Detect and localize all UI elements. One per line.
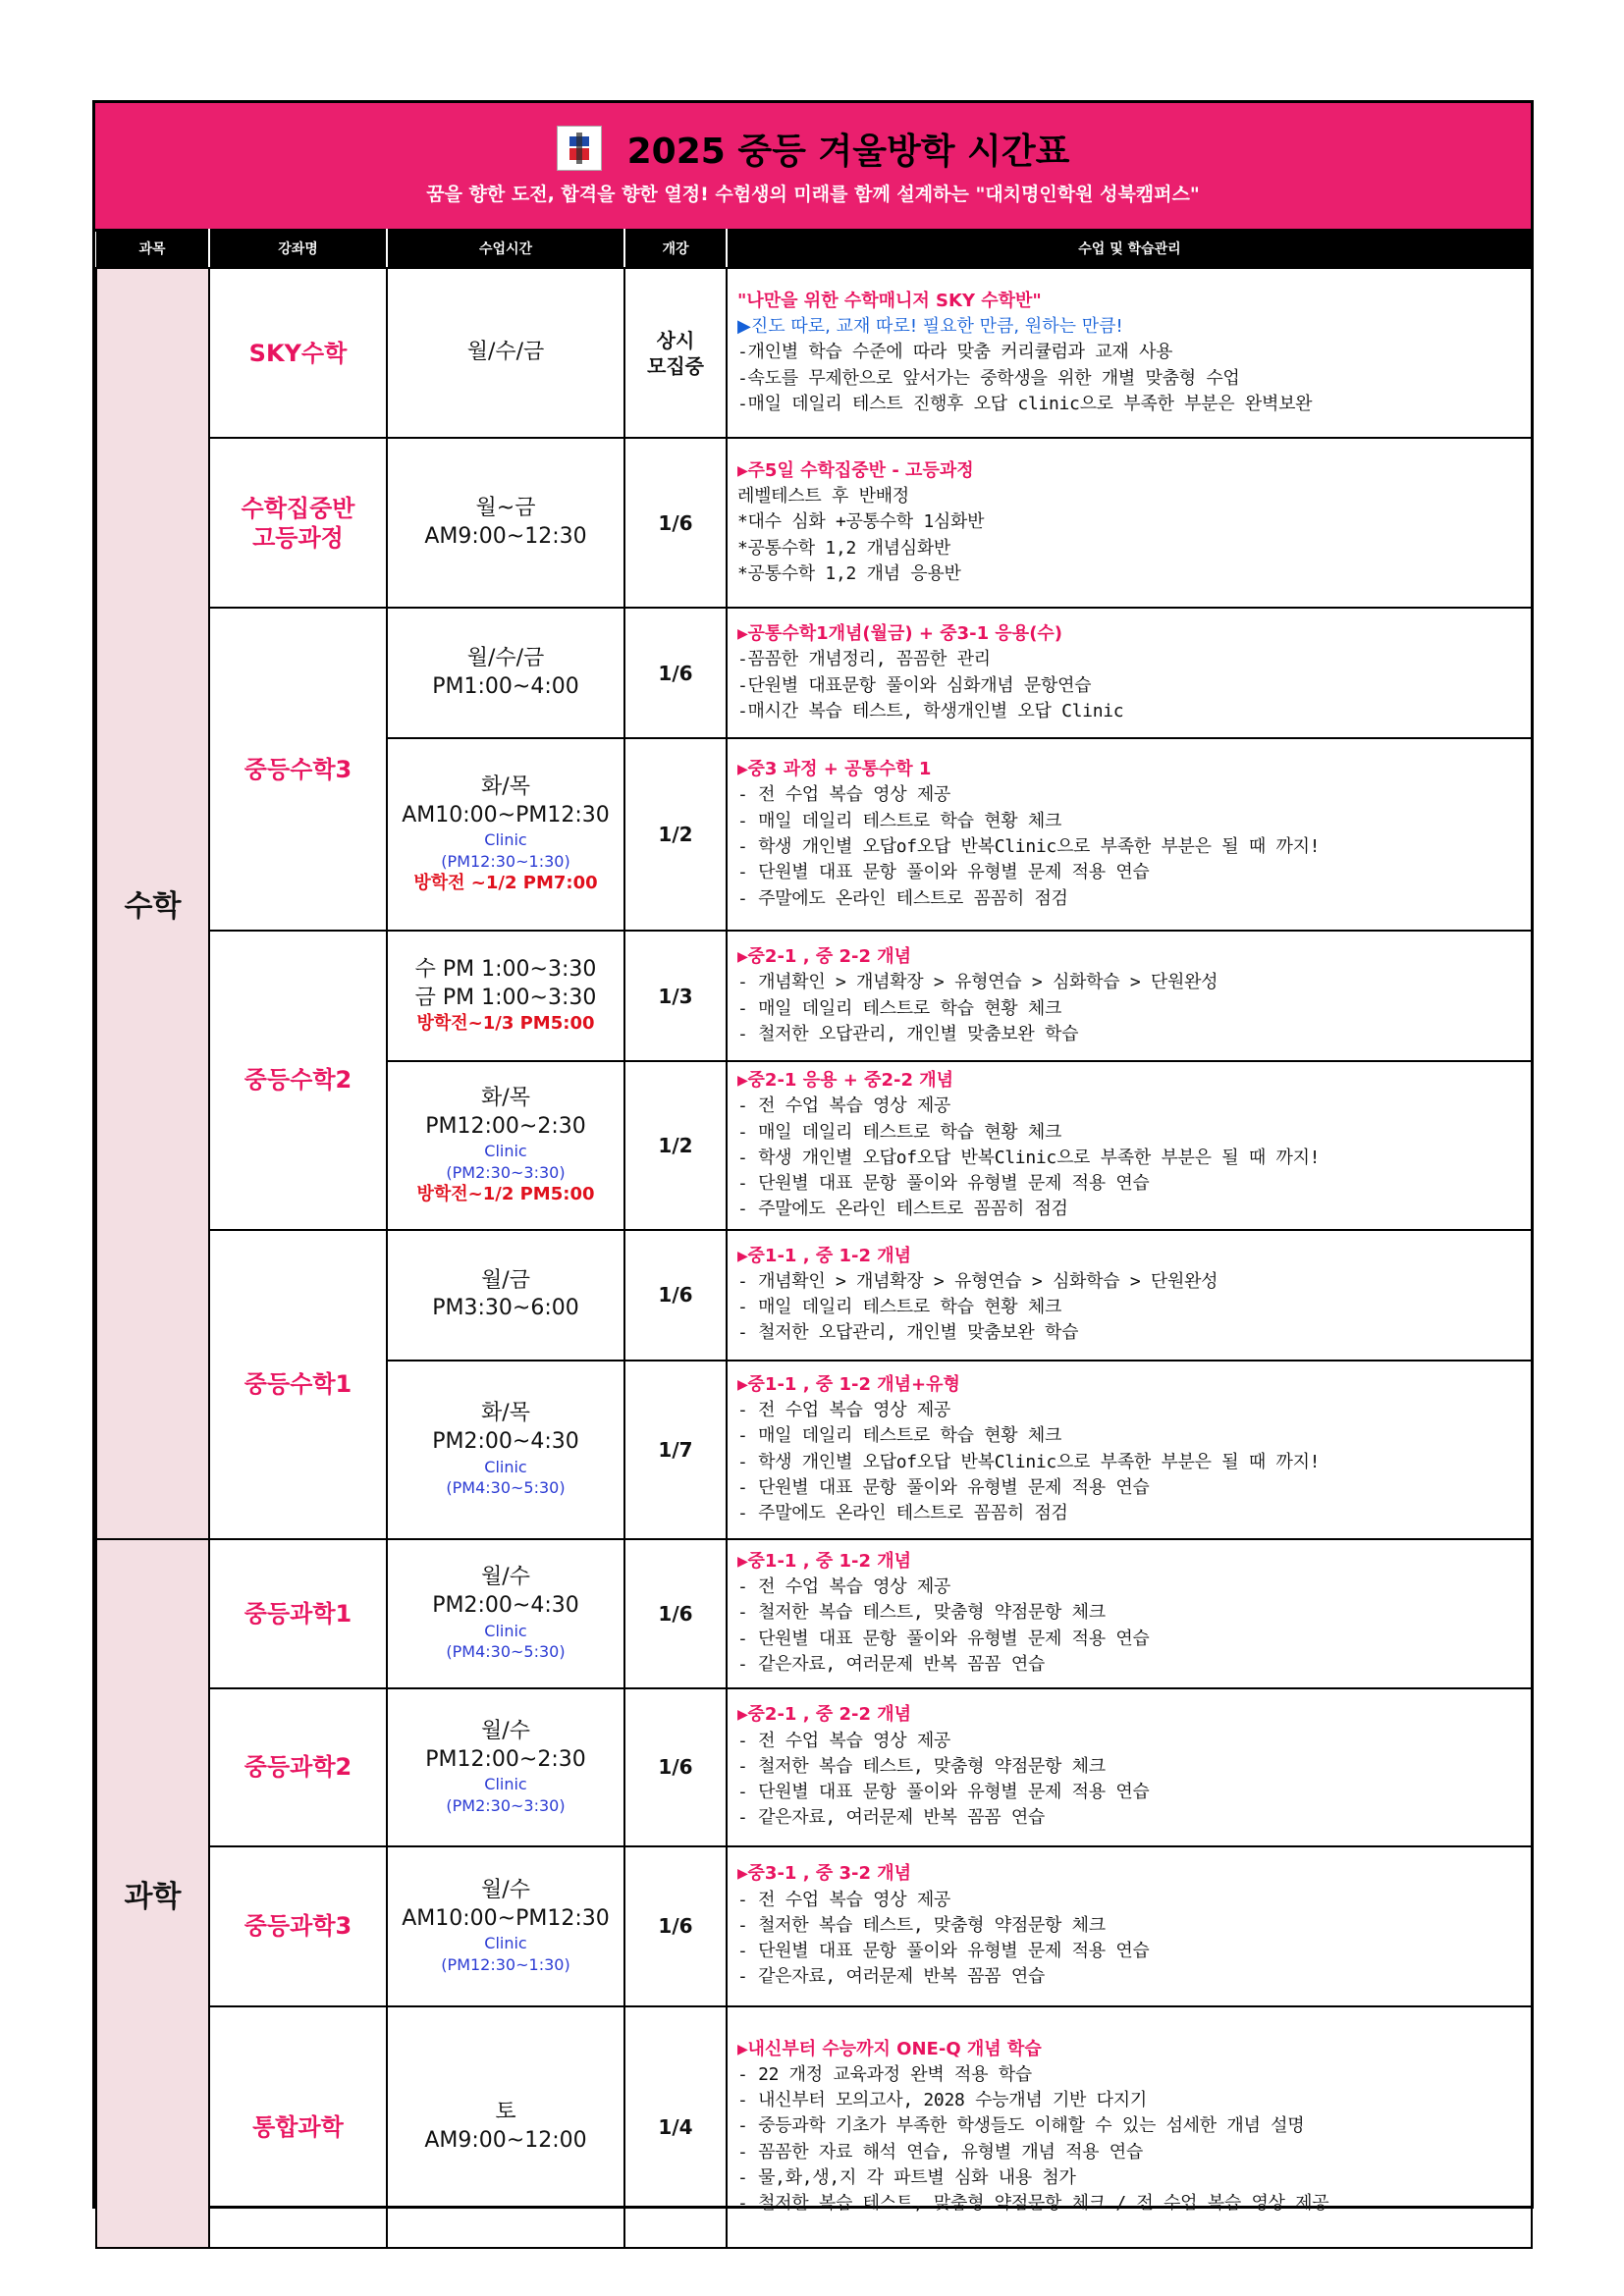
detail-subheadline [737, 314, 1523, 340]
triangle-icon: ▶ [737, 622, 748, 644]
course-details [727, 1846, 1532, 2006]
col-header-start: 개강 [624, 229, 727, 268]
time-text: 월/수/금 PM1:00~4:00 [432, 645, 579, 699]
time-text: 월/수 PM12:00~2:30 [425, 1718, 586, 1772]
detail-line: -속도를 무제한으로 앞서가는 중학생을 위한 개별 맞춤형 수업 [737, 367, 1240, 389]
clinic-time: (PM12:30~1:30) [441, 851, 570, 871]
academy-logo-icon [557, 126, 602, 171]
time-text: 화/목 PM12:00~2:30 [425, 1085, 586, 1139]
course-name-line: 중등과학1 [244, 1599, 352, 1628]
course-name [209, 608, 387, 931]
detail-line: - 전 수업 복습 영상 제공 [737, 1889, 951, 1910]
course-name [209, 268, 387, 438]
course-name-line: 중등과학2 [244, 1753, 352, 1782]
detail-line: - 개념확인 > 개념확장 > 유형연습 > 심화학습 > 단원완성 [737, 1270, 1218, 1292]
clinic-time: (PM2:30~3:30) [446, 1795, 566, 1815]
course-details [727, 608, 1532, 738]
detail-headline [737, 1372, 1523, 1398]
course-name-line: 중등수학3 [244, 755, 352, 783]
detail-line: -매일 데일리 테스트 진행후 오답 clinic으로 부족한 부분은 완벽보완 [737, 393, 1313, 414]
detail-line: - 전 수업 복습 영상 제공 [737, 784, 951, 806]
detail-line: - 개념확인 > 개념확장 > 유형연습 > 심화학습 > 단원완성 [737, 972, 1218, 993]
headline-text: "나만을 위한 수학매니저 SKY 수학반" [737, 290, 1042, 311]
table-row [96, 608, 1532, 738]
title-row [95, 123, 1531, 174]
course-details [727, 268, 1532, 438]
detail-line: - 매일 데일리 테스트로 학습 현황 체크 [737, 1297, 1062, 1318]
triangle-icon: ▶ [737, 1704, 748, 1726]
class-time [387, 608, 624, 738]
course-details [727, 438, 1532, 608]
class-time [387, 1061, 624, 1230]
detail-line: - 철저한 복습 테스트, 맞춤형 약점문항 체크 [737, 1914, 1106, 1936]
detail-line: - 주말에도 온라인 테스트로 꼼꼼히 점검 [737, 1503, 1068, 1524]
time-text: 월/수/금 [466, 340, 545, 365]
headline-text: 주5일 수학집중반 - 고등과정 [747, 459, 974, 481]
detail-line: - 물,화,생,지 각 파트별 심화 내용 첨가 [737, 2166, 1076, 2188]
class-time [387, 738, 624, 931]
detail-line: - 학생 개인별 오답of오답 반복Clinic으로 부족한 부분은 될 때 까지! [737, 1147, 1321, 1168]
col-header-course: 강좌명 [209, 229, 387, 268]
table-row [96, 1230, 1532, 1361]
subheadline-text: 진도 따로, 교재 따로! 필요한 만큼, 원하는 만큼! [750, 316, 1123, 338]
course-details [727, 1061, 1532, 1230]
start-date: 1/6 [624, 1846, 727, 2006]
course-name [209, 1230, 387, 1539]
subject-cell: 수학 [96, 268, 209, 1539]
time-text: 월/수 PM2:00~4:30 [432, 1565, 579, 1618]
headline-text: 내신부터 수능까지 ONE-Q 개념 학습 [747, 2038, 1042, 2059]
clinic-label: Clinic [484, 1142, 527, 1161]
course-details [727, 1361, 1532, 1539]
col-header-detail: 수업 및 학습관리 [727, 229, 1532, 268]
triangle-icon: ▶ [737, 1550, 748, 1572]
course-details [727, 1539, 1532, 1688]
detail-line: - 22 개정 교육과정 완벽 적용 학습 [737, 2063, 1032, 2085]
time-text: 월~금 AM9:00~12:30 [424, 495, 587, 549]
detail-line: - 중등과학 기초가 부족한 학생들도 이해할 수 있는 섬세한 개념 설명 [737, 2115, 1305, 2137]
detail-headline [737, 1068, 1523, 1094]
headline-text: 중3-1 , 중 3-2 개념 [747, 1863, 912, 1885]
headline-text: 중1-1 , 중 1-2 개념 [747, 1550, 912, 1572]
detail-line: - 매일 데일리 테스트로 학습 현황 체크 [737, 1121, 1062, 1143]
course-name-line: 통합과학 [252, 2112, 344, 2141]
table-row [96, 268, 1532, 438]
detail-line: *대수 심화 +공통수학 1심화반 [737, 511, 985, 533]
triangle-icon: ▶ [737, 2038, 748, 2059]
course-details [727, 931, 1532, 1061]
detail-line: - 단원별 대표 문항 풀이와 유형별 문제 적용 연습 [737, 1173, 1150, 1195]
detail-line: - 전 수업 복습 영상 제공 [737, 1400, 951, 1421]
time-text: 월/수 AM10:00~PM12:30 [402, 1877, 610, 1931]
detail-line: -매시간 복습 테스트, 학생개인별 오답 Clinic [737, 700, 1124, 721]
clinic-time: (PM4:30~5:30) [446, 1642, 566, 1662]
clinic-time: (PM12:30~1:30) [441, 1954, 570, 1974]
course-name-line: 중등수학1 [244, 1370, 352, 1399]
detail-line: - 내신부터 모의고사, 2028 수능개념 기반 다지기 [737, 2090, 1147, 2111]
table-row [96, 1539, 1532, 1688]
detail-headline [737, 1549, 1523, 1575]
headline-text: 중2-1 응용 + 중2-2 개념 [747, 1070, 954, 1091]
triangle-icon: ▶ [737, 759, 748, 780]
headline-text: 중3 과정 + 공통수학 1 [747, 759, 932, 780]
detail-line: -꼼꼼한 개념정리, 꼼꼼한 관리 [737, 649, 991, 670]
time-text: 토 AM9:00~12:00 [424, 2100, 587, 2153]
class-time [387, 1230, 624, 1361]
course-name-line: 고등과정 [252, 523, 344, 552]
detail-headline [737, 1861, 1523, 1887]
detail-line: 레벨테스트 후 반배정 [737, 486, 909, 507]
detail-line: *공통수학 1,2 개념심화반 [737, 537, 951, 559]
triangle-icon: ▶ [737, 316, 751, 338]
detail-line: - 주말에도 온라인 테스트로 꼼꼼히 점검 [737, 1199, 1068, 1220]
clinic-label: Clinic [484, 1775, 527, 1794]
pre-vacation-time: 방학전 ~1/2 PM7:00 [413, 873, 598, 894]
course-name [209, 931, 387, 1230]
detail-line: - 철저한 오답관리, 개인별 맞춤보완 학습 [737, 1023, 1079, 1044]
col-header-subject: 과목 [96, 229, 209, 268]
class-time [387, 1846, 624, 2006]
class-time [387, 2006, 624, 2248]
detail-line: - 단원별 대표 문항 풀이와 유형별 문제 적용 연습 [737, 1782, 1150, 1803]
class-time [387, 438, 624, 608]
course-details [727, 738, 1532, 931]
headline-text: 중1-1 , 중 1-2 개념 [747, 1245, 912, 1266]
course-name-line: 수학집중반 [241, 494, 355, 522]
course-name [209, 1688, 387, 1846]
triangle-icon: ▶ [737, 1070, 748, 1091]
detail-headline [737, 944, 1523, 970]
pre-vacation-time: 방학전~1/3 PM5:00 [416, 1013, 595, 1035]
course-name-line: 중등과학3 [244, 1912, 352, 1941]
detail-headline [737, 621, 1523, 647]
class-time [387, 1361, 624, 1539]
detail-headline [737, 757, 1523, 782]
course-name [209, 1846, 387, 2006]
document-subtitle: 꿈을 향한 도전, 합격을 향한 열정! 수험생의 미래를 함께 설계하는 "대치명인학원 성북캠퍼스" [426, 184, 1200, 205]
detail-line: - 단원별 대표 문항 풀이와 유형별 문제 적용 연습 [737, 1628, 1150, 1649]
course-name-line: 중등수학2 [244, 1066, 352, 1095]
class-time [387, 931, 624, 1061]
detail-line: - 매일 데일리 테스트로 학습 현황 체크 [737, 1425, 1062, 1447]
clinic-label: Clinic [484, 1457, 527, 1476]
detail-line: - 꼼꼼한 자료 해석 연습, 유형별 개념 적용 연습 [737, 2141, 1143, 2163]
headline-text: 중2-1 , 중 2-2 개념 [747, 1704, 912, 1726]
detail-line: - 주말에도 온라인 테스트로 꼼꼼히 점검 [737, 887, 1068, 909]
detail-line: - 전 수업 복습 영상 제공 [737, 1730, 951, 1751]
course-details [727, 1688, 1532, 1846]
detail-line: - 학생 개인별 오답of오답 반복Clinic으로 부족한 부분은 될 때 까지! [737, 1451, 1321, 1472]
start-date: 1/2 [624, 1061, 727, 1230]
detail-line: -개인별 학습 수준에 따라 맞춤 커리큘럼과 교재 사용 [737, 342, 1173, 363]
triangle-icon: ▶ [737, 459, 748, 481]
detail-line: - 철저한 복습 테스트, 맞춤형 약점문항 체크 [737, 1755, 1106, 1777]
pre-vacation-time: 방학전~1/2 PM5:00 [416, 1184, 595, 1205]
table-row [96, 2006, 1532, 2248]
time-text: 화/목 PM2:00~4:30 [432, 1401, 579, 1454]
triangle-icon: ▶ [737, 1245, 748, 1266]
detail-line: - 같은자료, 여러문제 반복 꼼꼼 연습 [737, 1966, 1045, 1988]
triangle-icon: ▶ [737, 1863, 748, 1885]
detail-line: - 전 수업 복습 영상 제공 [737, 1576, 951, 1598]
course-name [209, 2006, 387, 2248]
detail-line: - 단원별 대표 문항 풀이와 유형별 문제 적용 연습 [737, 1476, 1150, 1498]
course-details [727, 1230, 1532, 1361]
course-name [209, 438, 387, 608]
clinic-time: (PM4:30~5:30) [446, 1478, 566, 1498]
detail-line: -단원별 대표문항 풀이와 심화개념 문항연습 [737, 674, 1092, 696]
table-row [96, 1688, 1532, 1846]
start-date: 1/6 [624, 438, 727, 608]
time-text: 화/목 AM10:00~PM12:30 [402, 774, 610, 828]
clinic-label: Clinic [484, 1934, 527, 1953]
detail-line: - 철저한 복습 테스트, 맞춤형 약점문항 체크 [737, 1602, 1106, 1624]
class-time [387, 268, 624, 438]
time-text: 수 PM 1:00~3:30 금 PM 1:00~3:30 [414, 957, 597, 1010]
start-date: 1/2 [624, 738, 727, 931]
headline-text: 공통수학1개념(월금) + 중3-1 응용(수) [747, 622, 1063, 644]
title-banner [95, 103, 1531, 232]
detail-headline [737, 458, 1523, 484]
subject-cell: 과학 [96, 1539, 209, 2248]
headline-text: 중2-1 , 중 2-2 개념 [747, 945, 912, 967]
detail-headline [737, 2037, 1523, 2062]
table-row [96, 1846, 1532, 2006]
detail-line: - 단원별 대표 문항 풀이와 유형별 문제 적용 연습 [737, 1941, 1150, 1962]
detail-line: - 철저한 오답관리, 개인별 맞춤보완 학습 [737, 1322, 1079, 1344]
start-date: 1/6 [624, 1688, 727, 1846]
detail-line: - 같은자료, 여러문제 반복 꼼꼼 연습 [737, 1807, 1045, 1829]
class-time [387, 1688, 624, 1846]
start-date: 상시 모집중 [624, 268, 727, 438]
start-date: 1/6 [624, 608, 727, 738]
triangle-icon: ▶ [737, 945, 748, 967]
start-date: 1/3 [624, 931, 727, 1061]
class-time [387, 1539, 624, 1688]
document-title: 2025 중등 겨울방학 시간표 [626, 131, 1070, 172]
detail-headline [737, 1244, 1523, 1269]
start-date: 1/6 [624, 1230, 727, 1361]
detail-headline [737, 1702, 1523, 1728]
col-header-time: 수업시간 [387, 229, 624, 268]
headline-text: 중1-1 , 중 1-2 개념+유형 [747, 1373, 960, 1395]
detail-line: - 전 수업 복습 영상 제공 [737, 1095, 951, 1117]
start-date: 1/6 [624, 1539, 727, 1688]
timetable-sheet [92, 100, 1534, 2215]
start-date: 1/7 [624, 1361, 727, 1539]
clinic-time: (PM2:30~3:30) [446, 1162, 566, 1182]
detail-headline [737, 289, 1523, 314]
detail-line: - 학생 개인별 오답of오답 반복Clinic으로 부족한 부분은 될 때 까지! [737, 836, 1321, 857]
detail-line: - 매일 데일리 테스트로 학습 현황 체크 [737, 810, 1062, 831]
time-text: 월/금 PM3:30~6:00 [432, 1267, 579, 1321]
detail-line: - 매일 데일리 테스트로 학습 현황 체크 [737, 997, 1062, 1019]
detail-line: *공통수학 1,2 개념 응용반 [737, 562, 961, 584]
detail-line: - 단원별 대표 문항 풀이와 유형별 문제 적용 연습 [737, 862, 1150, 883]
clinic-label: Clinic [484, 830, 527, 850]
detail-line: - 철저한 복습 테스트, 맞춤형 약점문항 체크 / 전 수업 복습 영상 제공 [737, 2193, 1329, 2215]
table-row [96, 438, 1532, 608]
course-details [727, 2006, 1532, 2248]
course-name-line: SKY수학 [248, 339, 348, 367]
triangle-icon: ▶ [737, 1373, 748, 1395]
table-row [96, 931, 1532, 1061]
schedule-table [95, 229, 1533, 2249]
header-row [96, 229, 1532, 268]
clinic-label: Clinic [484, 1621, 527, 1640]
start-date: 1/4 [624, 2006, 727, 2248]
course-name [209, 1539, 387, 1688]
detail-line: - 같은자료, 여러문제 반복 꼼꼼 연습 [737, 1653, 1045, 1675]
